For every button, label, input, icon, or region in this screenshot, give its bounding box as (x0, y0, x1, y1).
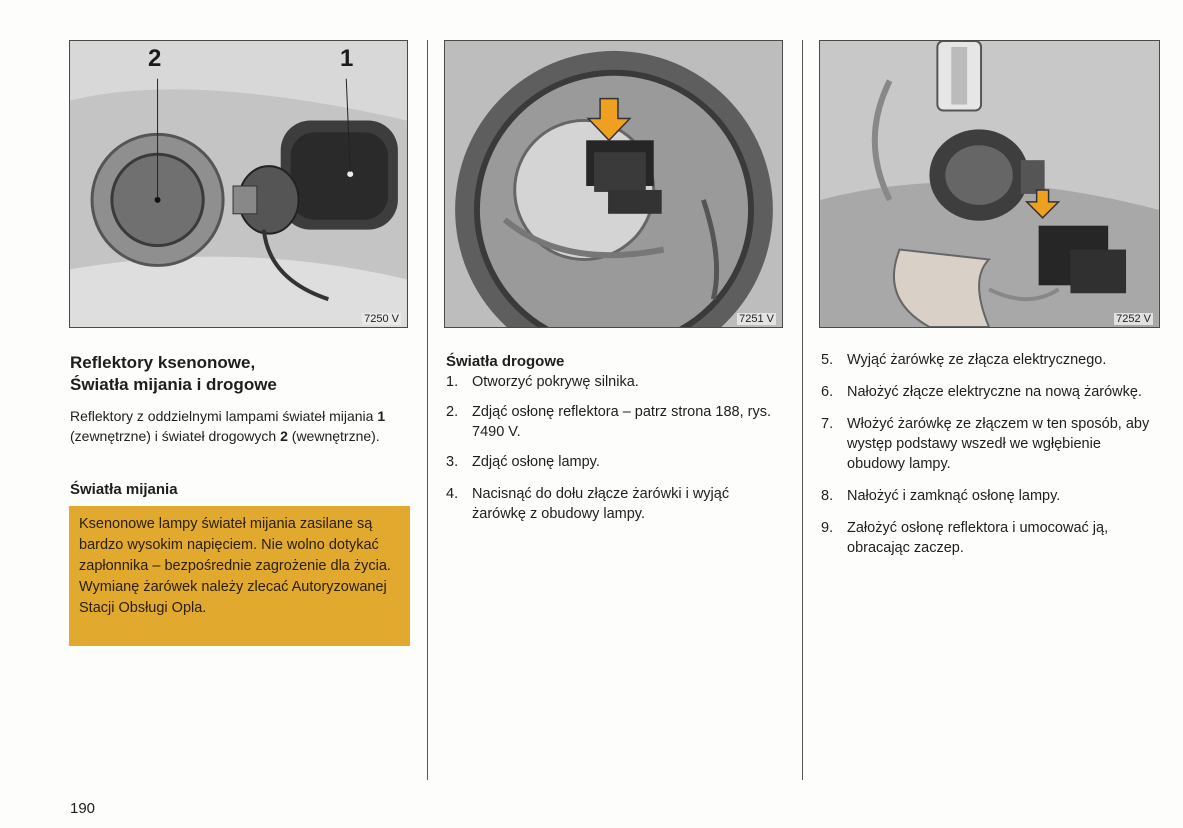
step-item (446, 484, 776, 524)
step-number: 4. (446, 486, 459, 502)
step-number: 5. (821, 352, 834, 368)
figure-code: 7250 V (364, 313, 399, 325)
step-item (821, 382, 1151, 402)
step-text: Nacisnąć do dołu złącze żarówki i wyjąć żarówkę z obudowy lampy. (472, 486, 730, 522)
section-title-line1: Reflektory ksenonowe, (70, 353, 256, 372)
step-item (821, 414, 1151, 474)
step-item (446, 372, 776, 392)
step-text: Otworzyć pokrywę silnika. (472, 374, 639, 390)
column-divider (802, 40, 803, 780)
intro-text: (wewnętrzne). (287, 428, 380, 444)
high-beam-steps (446, 372, 776, 524)
step-number: 9. (821, 520, 834, 536)
section-title (70, 352, 410, 396)
headlamp-overview-illustration (70, 41, 407, 327)
high-beam-heading: Światła drogowe (446, 353, 565, 370)
figure-7252 (819, 40, 1160, 328)
step-item (821, 518, 1151, 558)
step-number: 8. (821, 488, 834, 504)
step-text: Nałożyć i zamknąć osłonę lampy. (847, 488, 1061, 504)
step-text: Nałożyć złącze elektryczne na nową żarówkę. (847, 384, 1142, 400)
figure-7251 (444, 40, 783, 328)
step-text: Zdjąć osłonę lampy. (472, 454, 600, 470)
step-item (446, 402, 776, 442)
bulb-connector-illustration (445, 41, 782, 327)
step-text: Włożyć żarówkę ze złączem w ten sposób, aby występ podstawy wszedł we wgłębienie obudowy lampy. (847, 416, 1150, 472)
callout-1: 1 (340, 45, 354, 72)
step-text: Wyjąć żarówkę ze złącza elektrycznego. (847, 352, 1107, 368)
step-text: Zdjąć osłonę reflektora – patrz strona 188, rys. 7490 V. (472, 404, 772, 440)
intro-ref-1: 1 (377, 408, 386, 424)
callout-2: 2 (148, 45, 162, 72)
bulb-removal-illustration (820, 41, 1159, 327)
step-number: 1. (446, 374, 459, 390)
intro-ref-2: 2 (280, 428, 288, 444)
intro-text: (zewnętrzne) i świateł drogowych (70, 428, 281, 444)
step-text: Założyć osłonę reflektora i umocować ją, obracając zaczep. (847, 520, 1109, 556)
intro-paragraph (70, 406, 410, 446)
step-number: 2. (446, 404, 459, 420)
step-number: 6. (821, 384, 834, 400)
column-divider (427, 40, 428, 780)
step-item (821, 486, 1151, 506)
continued-steps (821, 350, 1151, 558)
step-number: 7. (821, 416, 834, 432)
step-number: 3. (446, 454, 459, 470)
low-beam-heading: Światła mijania (70, 481, 178, 498)
intro-text: Reflektory z oddzielnymi lampami świateł mijania (70, 408, 378, 424)
section-title-line2: Światła mijania i drogowe (70, 375, 277, 394)
step-item (821, 350, 1151, 370)
step-item (446, 452, 776, 472)
figure-7250 (69, 40, 408, 328)
warning-box: Ksenonowe lampy świateł mijania zasilane są bardzo wysokim napięciem. Nie wolno dotykać zapłonnika – bezpośrednie zagrożenie dla życia. Wymianę żarówek należy zlecać Autoryzowanej Stacji Obsługi Opla. (69, 506, 410, 646)
page-number: 190 (70, 800, 96, 817)
figure-code: 7251 V (739, 313, 774, 325)
figure-code: 7252 V (1116, 313, 1151, 325)
